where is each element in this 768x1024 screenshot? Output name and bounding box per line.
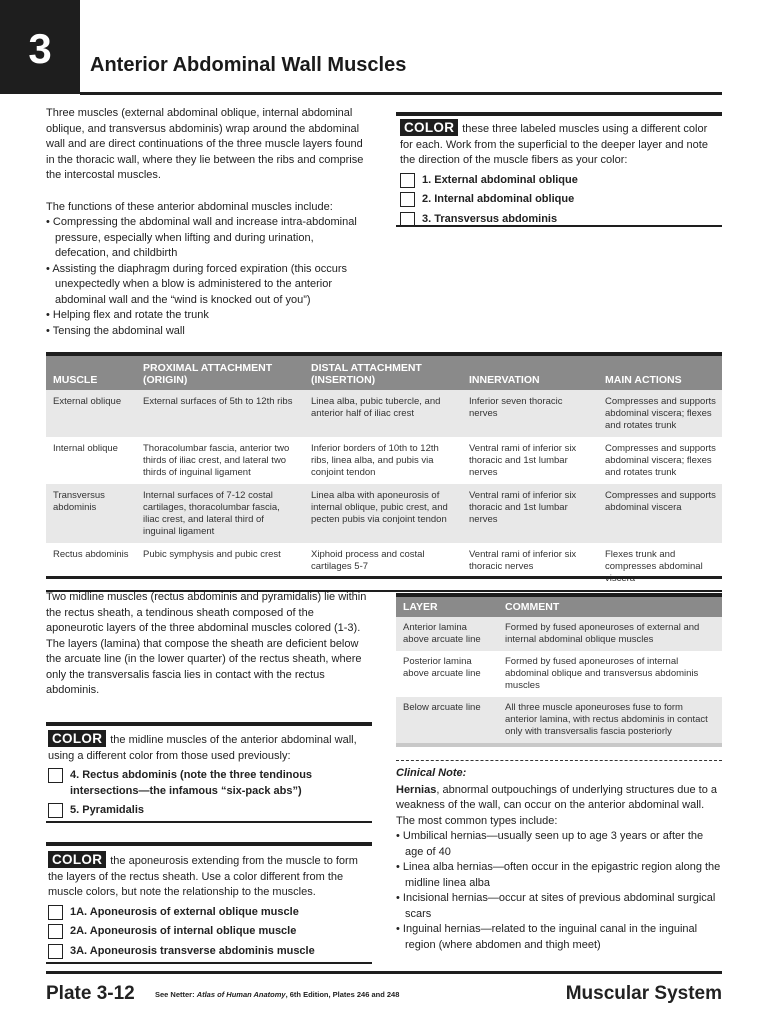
color-item	[400, 192, 718, 208]
table-cell: Internal surfaces of 7-12 costal cartilages, thoracolumbar fascia, iliac crest, and lateral third of inguinal ligament	[143, 490, 280, 537]
function-item: • Helping flex and rotate the trunk	[46, 308, 366, 324]
midline-paragraph: Two midline muscles (rectus abdominis and pyramidalis) lie within the rectus sheath, a tendinous sheath composed of the aponeurotic layers of the three abdominal muscles colored (1-3). The layers (lamina) that compose the sheath are deficient below the arcuate line (in the lower quarter) of the rectus sheath, where only the transversalis fascia lies in contact with the rectus abdominis.	[46, 591, 367, 696]
column-header: PROXIMAL ATTACHMENT (ORIGIN)	[143, 362, 273, 386]
color-instruction-box-2	[46, 722, 372, 823]
color-item-label: 3. Transversus abdominis	[422, 212, 558, 225]
table-cell: Compresses and supports abdominal viscera; flexes and rotates trunk	[605, 443, 716, 478]
color-item-label: 1. External abdominal oblique	[422, 173, 578, 186]
netter-prefix: See Netter:	[155, 990, 197, 999]
clinical-note-term: Hernias	[396, 783, 437, 796]
table-cell: Compresses and supports abdominal viscera; flexes and rotates trunk	[605, 396, 716, 431]
table-header-row	[396, 595, 722, 617]
color-item	[48, 905, 372, 921]
table-row	[46, 484, 722, 543]
color-checkbox[interactable]	[48, 768, 63, 783]
table-row	[396, 697, 722, 745]
color-item	[400, 212, 718, 228]
page-title: Anterior Abdominal Wall Muscles	[90, 54, 407, 76]
color-tag: COLOR	[48, 730, 106, 747]
color-tag: COLOR	[400, 119, 458, 136]
section-rule	[46, 576, 722, 579]
table-cell: Rectus abdominis	[53, 549, 129, 560]
color-instruction-box-3	[46, 842, 372, 964]
table-cell: Compresses and supports abdominal viscera	[605, 490, 716, 513]
color-item	[48, 924, 372, 940]
table-cell: Linea alba with aponeurosis of internal oblique, pubic crest, and pecten pubis via conjoint tendon	[311, 490, 448, 525]
table-cell: Linea alba, pubic tubercle, and anterior half of iliac crest	[311, 396, 441, 419]
table-cell: Transversus abdominis	[53, 490, 105, 513]
color-checkbox[interactable]	[48, 944, 63, 959]
clinical-note-heading: Clinical Note:	[396, 767, 467, 779]
color-instruction-text: the midline muscles of the anterior abdominal wall, using a different color from those used previously:	[48, 734, 357, 762]
table-cell: Internal oblique	[53, 443, 118, 454]
color-checkbox[interactable]	[48, 905, 63, 920]
table-row	[46, 390, 722, 437]
color-item-label: 4. Rectus abdominis (note the three tendinous intersections—the infamous “six-pack abs”)	[70, 769, 313, 797]
color-checkbox[interactable]	[48, 803, 63, 818]
chapter-number-box	[0, 0, 80, 94]
table-cell: Formed by fused aponeuroses of internal abdominal oblique and transversus abdominis muscles	[505, 656, 699, 691]
table-cell: Posterior lamina above arcuate line	[403, 656, 481, 679]
column-header: INNERVATION	[469, 374, 540, 386]
netter-title: Atlas of Human Anatomy	[196, 990, 286, 999]
netter-reference	[155, 990, 399, 1000]
color-item	[48, 768, 372, 799]
color-instruction	[48, 851, 372, 901]
color-instruction-text: the aponeurosis extending from the muscle to form the layers of the rectus sheath. Use a color different from the muscle colors, but note the relationship to the muscles.	[48, 855, 358, 898]
table-row	[396, 651, 722, 697]
column-header: MUSCLE	[53, 374, 98, 386]
title-rule	[80, 92, 722, 95]
column-header: COMMENT	[505, 601, 560, 613]
table-cell: All three muscle aponeuroses fuse to form anterior lamina, with rectus abdominis in contact only with transversalis fascia posteriorly	[505, 702, 708, 737]
muscle-table	[46, 352, 722, 592]
color-item-label: 5. Pyramidalis	[70, 804, 144, 816]
color-checkbox[interactable]	[400, 212, 415, 227]
table-cell: Ventral rami of inferior six thoracic and 1st lumbar nerves	[469, 443, 577, 478]
table-cell: Inferior borders of 10th to 12th ribs, linea alba, and pubis via conjoint tendon	[311, 443, 439, 478]
color-tag: COLOR	[48, 851, 106, 868]
color-instruction	[400, 119, 718, 169]
table-cell: Pubic symphysis and pubic crest	[143, 549, 281, 560]
plate-number: Plate 3-12	[46, 983, 135, 1004]
column-header: LAYER	[403, 601, 438, 613]
color-checkbox[interactable]	[400, 192, 415, 207]
table-row	[46, 437, 722, 484]
chapter-number: 3	[28, 25, 52, 73]
color-checkbox[interactable]	[48, 924, 63, 939]
color-checkbox[interactable]	[400, 173, 415, 188]
column-header: MAIN ACTIONS	[605, 374, 682, 386]
table-row	[46, 543, 722, 591]
footer-rule	[46, 971, 722, 974]
table-cell: Ventral rami of inferior six thoracic nerves	[469, 549, 577, 572]
function-item: • Assisting the diaphragm during forced expiration (this occurs unexpectedly when a blow is administered to the anterior abdominal wall and the “wind is knocked out of you”)	[46, 262, 366, 309]
hernia-list	[396, 829, 722, 953]
table-cell: Formed by fused aponeuroses of external and internal abdominal oblique muscles	[505, 622, 700, 645]
system-name: Muscular System	[565, 983, 722, 1004]
table-cell: Inferior seven thoracic nerves	[469, 396, 563, 419]
function-item: • Tensing the abdominal wall	[46, 324, 366, 340]
color-instruction-text: these three labeled muscles using a different color for each. Work from the superficial to the deeper layer and note the direction of the muscle fibers as your color:	[400, 123, 708, 166]
intro-paragraph: Three muscles (external abdominal oblique, internal abdominal oblique, and transversus abdominis) wrap around the abdominal wall and are direct continuations of the three muscle layers found in the thoracic wall, where they lie between the ribs and comprise the intercostal muscles.	[46, 107, 364, 181]
color-item	[48, 944, 372, 960]
table-cell: Xiphoid process and costal cartilages 5-7	[311, 549, 425, 572]
table-cell: Flexes trunk and compresses abdominal	[605, 549, 703, 572]
clinical-note-rule	[396, 760, 722, 761]
hernia-item: • Umbilical hernias—usually seen up to age 3 years or after the age of 40	[396, 829, 722, 860]
color-item-label: 2. Internal abdominal oblique	[422, 193, 575, 205]
clinical-note-text: , abnormal outpouchings of underlying structures due to a weakness of the wall, can occur on the anterior abdominal wall. The most common types include:	[396, 783, 718, 827]
hernia-item: • Incisional hernias—occur at sites of previous abdominal surgical scars	[396, 891, 722, 922]
color-item-label: 2A. Aponeurosis of internal oblique muscle	[70, 925, 297, 937]
layer-table	[396, 593, 722, 747]
intro-section	[46, 106, 366, 339]
table-header-row	[46, 354, 722, 390]
color-item	[48, 803, 372, 819]
table-cell: Ventral rami of inferior six thoracic and 1st lumbar nerves	[469, 490, 577, 525]
color-instruction	[48, 730, 372, 764]
hernia-item: • Linea alba hernias—often occur in the epigastric region along the midline linea alba	[396, 860, 722, 891]
table-cell: Thoracolumbar fascia, anterior two thirds of iliac crest, and lateral two thirds of inguinal ligament	[143, 443, 290, 478]
hernia-item: • Inguinal hernias—related to the inguinal canal in the inguinal region (where abdomen and thigh meet)	[396, 922, 722, 953]
column-header: DISTAL ATTACHMENT (INSERTION)	[311, 362, 422, 386]
color-item-label: 3A. Aponeurosis transverse abdominis muscle	[70, 944, 315, 957]
color-instruction-box-1	[396, 112, 722, 227]
table-cell: External surfaces of 5th to 12th ribs	[143, 396, 293, 407]
table-cell: External oblique	[53, 396, 122, 407]
netter-suffix: , 6th Edition, Plates 246 and 248	[285, 990, 400, 999]
table-cell: Anterior lamina above arcuate line	[403, 622, 481, 645]
table-cell: Below arcuate line	[403, 702, 481, 713]
functions-list	[46, 215, 366, 339]
color-item	[400, 173, 718, 189]
color-item-label: 1A. Aponeurosis of external oblique muscle	[70, 905, 299, 918]
functions-heading: The functions of these anterior abdominal muscles include:	[46, 200, 333, 213]
table-row	[396, 617, 722, 651]
clinical-note	[396, 766, 722, 953]
function-item: • Compressing the abdominal wall and increase intra-abdominal pressure, especially when lifting and during urination, defecation, and childbirth	[46, 215, 366, 262]
clinical-note-intro	[396, 783, 722, 830]
